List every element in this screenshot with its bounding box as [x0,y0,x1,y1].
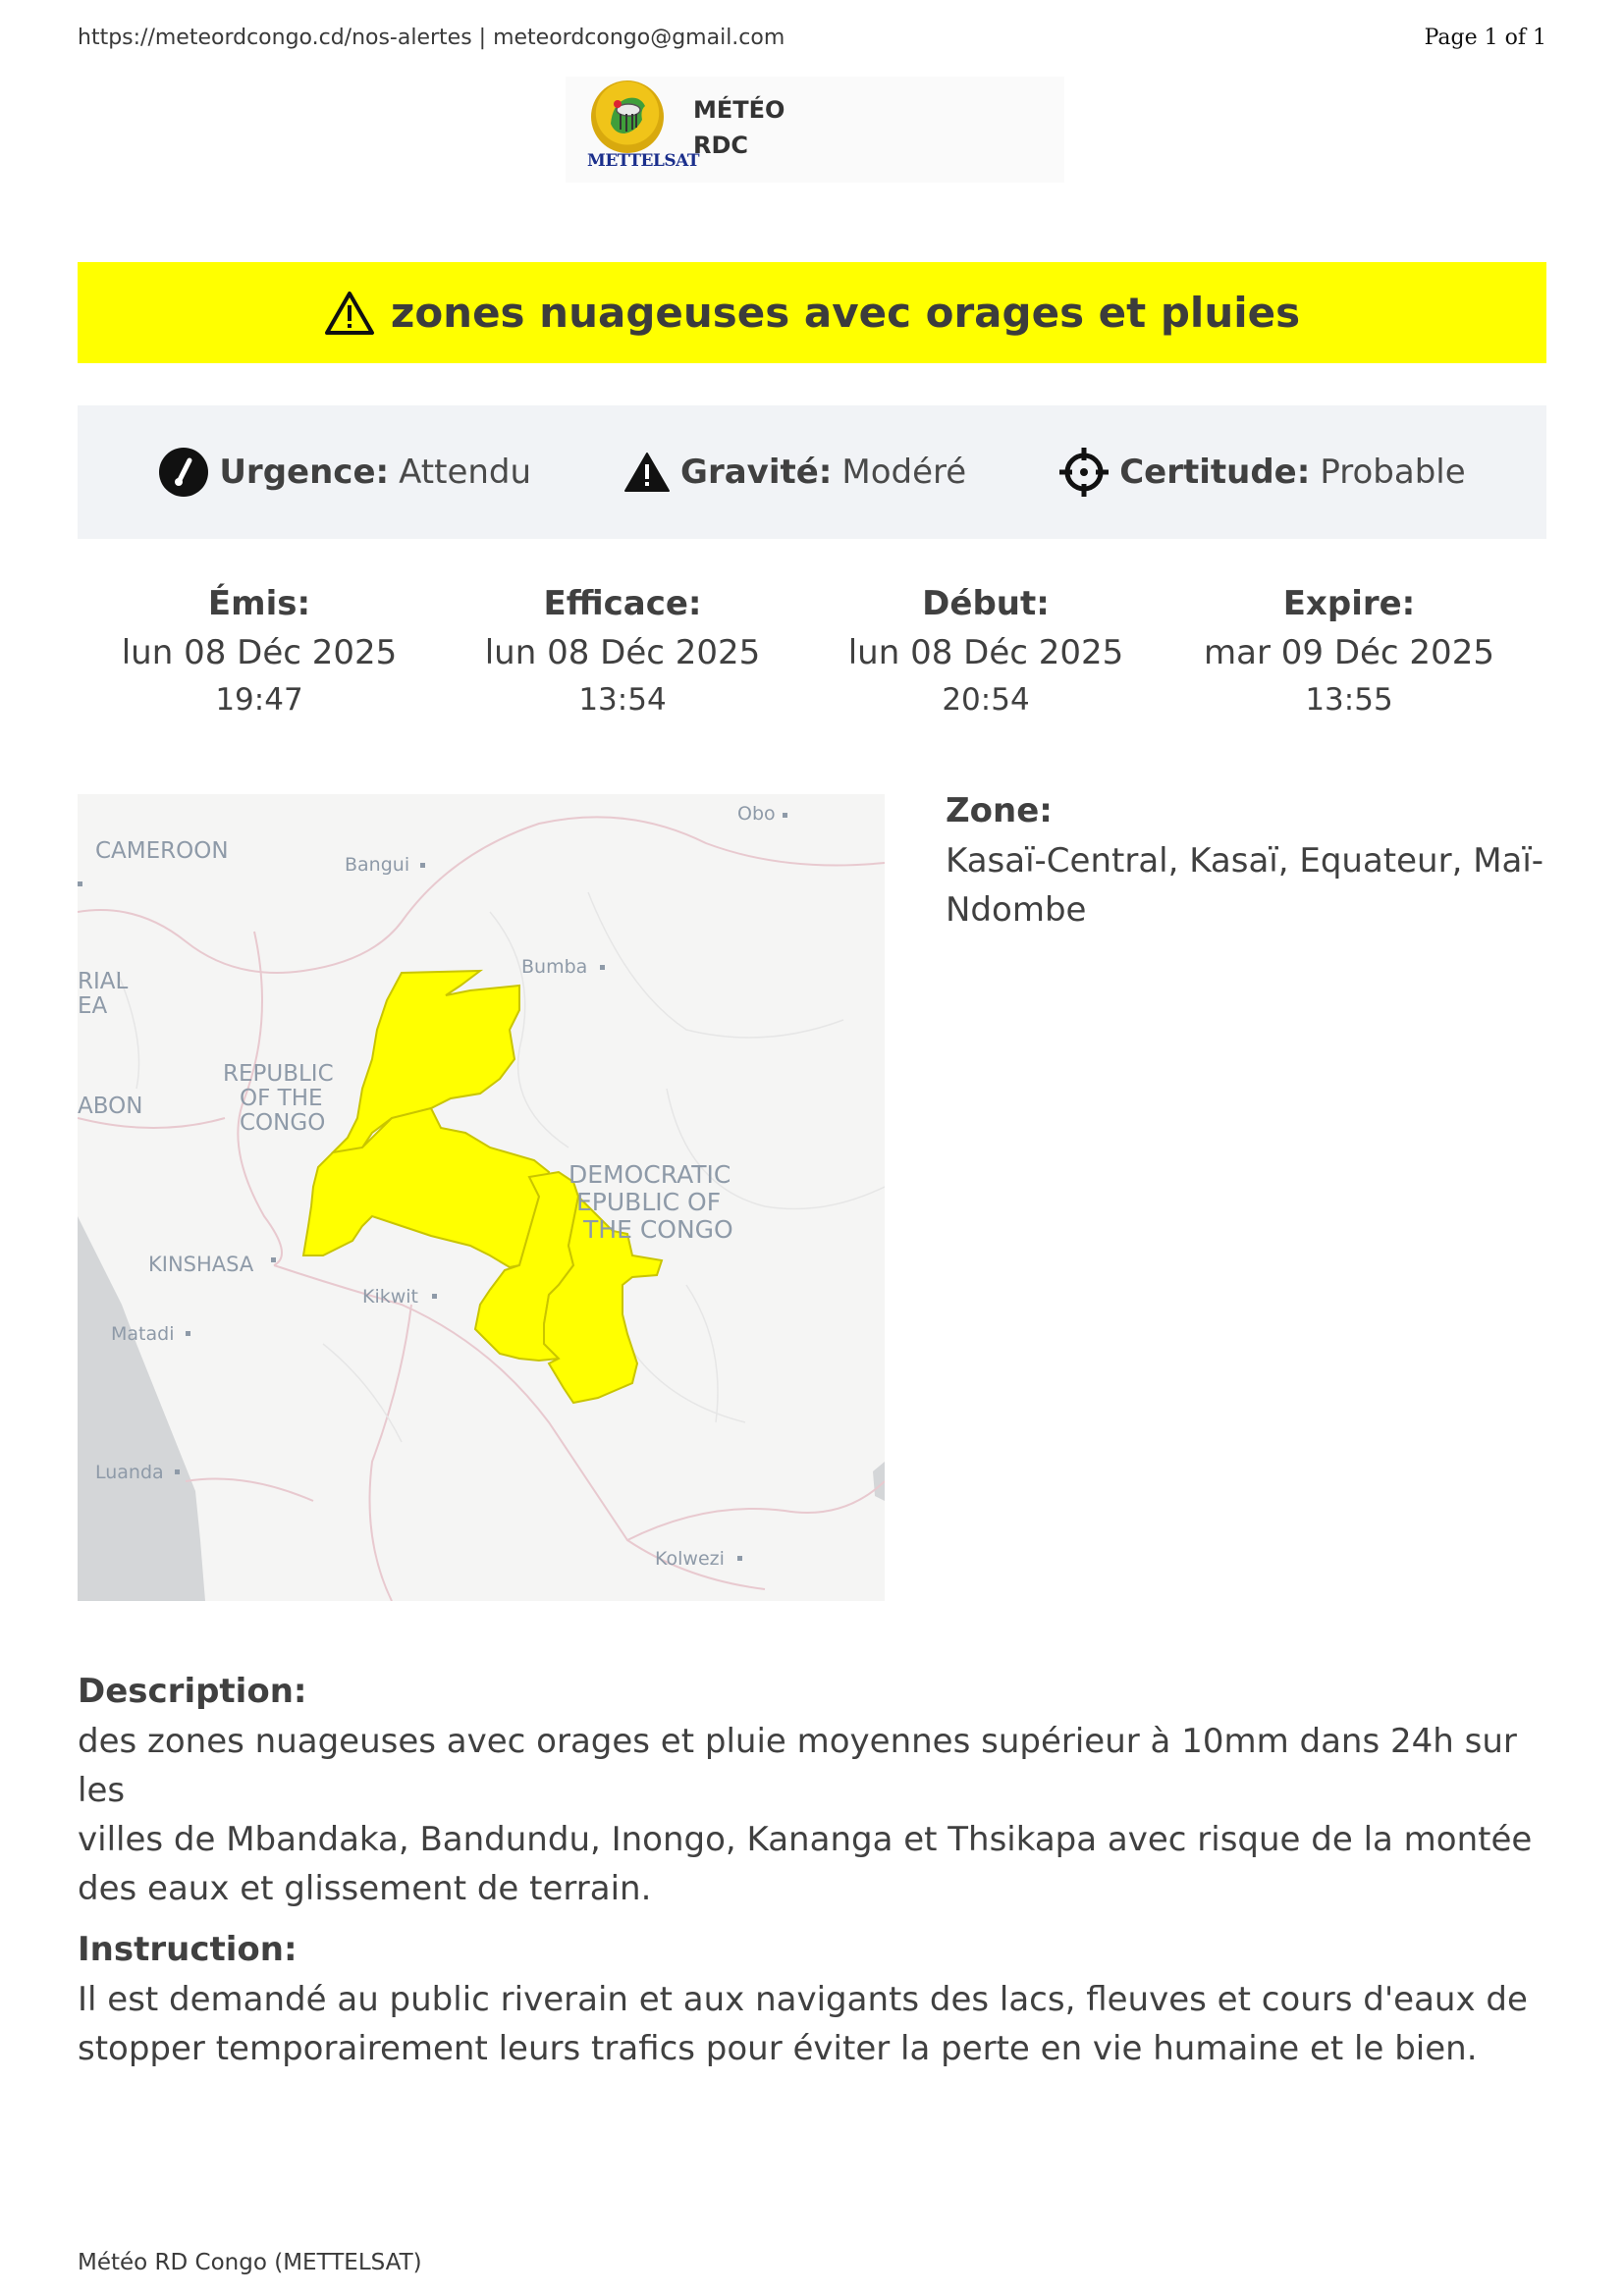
map-label: Matadi [111,1323,175,1345]
logo-title [693,92,785,163]
header-url-email: https://meteordcongo.cd/nos-alertes | meteordcongo@gmail.com [78,26,785,50]
severity-item [623,452,966,493]
crosshairs-icon [1058,447,1110,498]
map-label: EPUBLIC OF [576,1188,722,1216]
instruction-label: Instruction: [78,1930,298,1969]
map-label: Bumba [521,956,588,978]
date-label: Expire: [1282,584,1416,623]
mettelsat-emblem-icon [591,80,664,153]
date-label: Début: [922,584,1050,623]
logo-title-line1: MÉTÉO [693,96,785,124]
date-expires [1167,579,1531,722]
map-label: KINSHASA [148,1253,254,1276]
alert-title: zones nuageuses avec orages et pluies [390,289,1301,337]
gauge-icon [158,447,209,498]
date-time: 19:47 [215,682,303,718]
meteo-rdc-logo [566,77,1064,183]
warning-triangle-icon [324,291,375,336]
alert-banner [78,262,1546,363]
description-line: villes de Mbandaka, Bandundu, Inongo, Kananga et Thsikapa avec risque de la montée [78,1820,1533,1859]
map-canvas [78,794,885,1601]
severity-value: Modéré [841,453,967,492]
date-effective [441,579,804,722]
map-label: Kolwezi [655,1548,725,1570]
alert-meta-bar [78,405,1546,539]
date-issued [78,579,441,722]
map-label: Luanda [95,1462,164,1483]
map-label: RIAL [78,969,129,994]
date-time: 20:54 [942,682,1030,718]
map-label: DEMOCRATIC [568,1160,731,1189]
map-label: CONGO [240,1110,326,1136]
date-day: lun 08 Déc 2025 [121,633,398,672]
instruction-line: Il est demandé au public riverain et aux navigants des lacs, fleuves et cours d'eaux de [78,1980,1528,2019]
date-day: lun 08 Déc 2025 [847,633,1124,672]
date-label: Efficace: [543,584,702,623]
date-day: mar 09 Déc 2025 [1204,633,1494,672]
description-text [78,1717,1550,1913]
urgency-label: Urgence: [219,453,390,492]
map-label: EA [78,993,108,1019]
urgency-item [158,447,531,498]
date-onset [804,579,1167,722]
map-label: Obo [737,803,776,825]
zone-line: Kasaï-Central, Kasaï, Equateur, Maï- [946,841,1544,881]
date-label: Émis: [207,584,311,623]
logo-title-line2: RDC [693,132,749,159]
alert-zone-map[interactable] [78,794,885,1601]
date-day: lun 08 Déc 2025 [484,633,761,672]
map-label: OF THE [240,1086,323,1111]
urgency-value: Attendu [399,453,532,492]
date-time: 13:54 [578,682,667,718]
description-label: Description: [78,1672,307,1711]
map-label: ABON [78,1094,143,1119]
description-line: des eaux et glissement de terrain. [78,1869,652,1908]
certainty-value: Probable [1320,453,1466,492]
mai-ndombe-zone [303,1108,549,1267]
lake-area [873,1462,885,1501]
footer-text: Météo RD Congo (METTELSAT) [78,2250,422,2275]
map-label: Bangui [345,854,410,876]
map-label: THE CONGO [583,1215,733,1244]
certainty-item [1058,447,1465,498]
severity-label: Gravité: [680,453,833,492]
map-label: CAMEROON [95,838,229,864]
zone-line: Ndombe [946,890,1087,930]
instruction-line: stopper temporairement leurs trafics pour éviter la perte en vie humaine et le bien. [78,2029,1478,2068]
page-number: Page 1 of 1 [1424,26,1546,50]
exclamation-triangle-icon [623,452,671,493]
zone-text [946,836,1554,934]
instruction-text [78,1975,1550,2073]
map-label: REPUBLIC [223,1061,334,1087]
zone-label: Zone: [946,791,1053,830]
description-line: des zones nuageuses avec orages et pluie moyennes supérieur à 10mm dans 24h sur les [78,1722,1517,1810]
logo-org-name: METTELSAT [587,151,700,171]
certainty-label: Certitude: [1119,453,1311,492]
date-time: 13:55 [1305,682,1393,718]
map-label: Kikwit [362,1286,419,1308]
